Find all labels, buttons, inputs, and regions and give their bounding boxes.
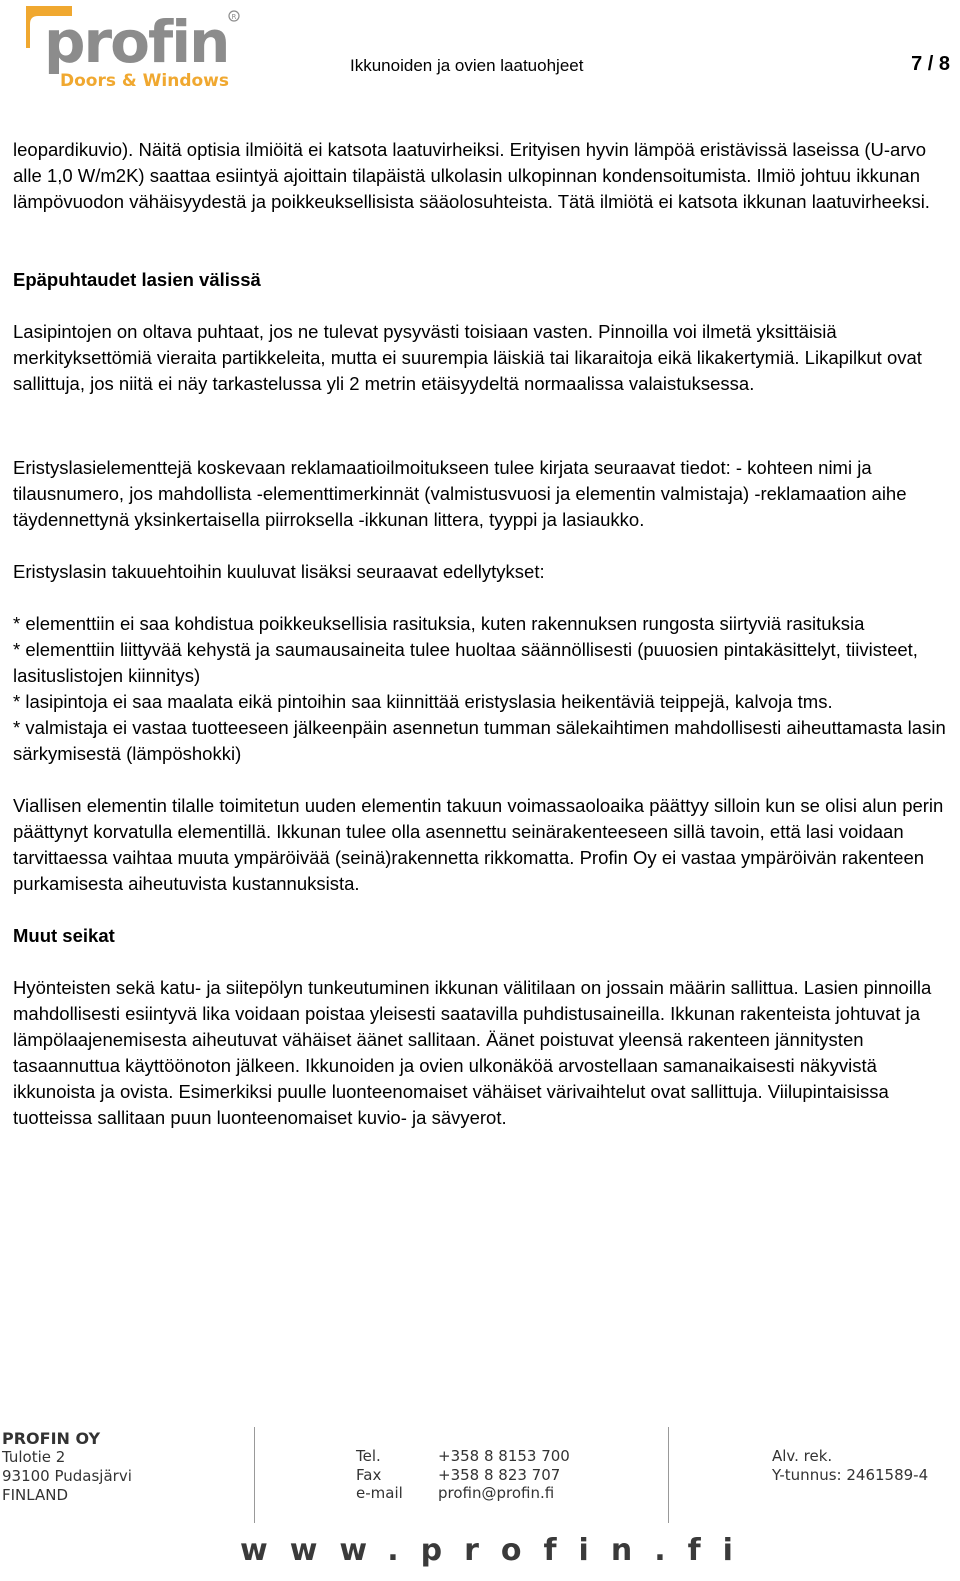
ytunnus-label: Y-tunnus: — [772, 1465, 842, 1484]
bullet-item: * valmistaja ei vastaa tuotteeseen jälkeenpäin asennetun tumman sälekaihtimen mahdollisesti aiheuttamasta lasin särkymisestä (lämpöshokki) — [13, 717, 946, 764]
footer-company-name: PROFIN OY — [2, 1429, 101, 1448]
logo-wordmark: profin — [44, 8, 229, 76]
paragraph-complaint-info: Eristyslasielementtejä koskevaan reklamaatioilmoitukseen tulee kirjata seuraavat tiedot: - kohteen nimi ja tilausnumero, jos mahdollista -elementtimerkinnät (valmistusvuosi ja elementin valmistaja) -reklamaation aihe täydennettynä yksinkertaisella piirroksella -ikkunan littera, tyyppi ja lasiaukko. — [13, 457, 907, 530]
footer-divider — [668, 1427, 669, 1523]
registered-mark: R — [231, 13, 237, 21]
footer-divider — [254, 1427, 255, 1523]
footer-country: FINLAND — [2, 1486, 69, 1504]
tel-value: +358 8 8153 700 — [438, 1447, 570, 1465]
paragraph-optical-phenomena: leopardikuvio). Näitä optisia ilmiöitä ei katsota laatuvirheiksi. Erityisen hyvin lämpöä eristävissä laseissa (U-arvo alle 1,0 W/m2K) saattaa esiintyä ajoittain tilapäistä ulkolasin ulkopinnan kondensoitumista. Ilmiö johtuu ikkunan lämpövuodon vähäisyydestä ja poikkeuksellisista sääolosuhteista. Tätä ilmiötä ei katsota ikkunan laatuvirheeksi. — [13, 139, 930, 212]
page-footer — [0, 1425, 960, 1581]
paragraph-glass-surfaces: Lasipintojen on oltava puhtaat, jos ne tulevat pysyvästi toisiaan vasten. Pinnoilla voi ilmetä yksittäisiä merkityksettömiä vieraita partikkeleita, mutta ei suurempia läiskiä tai likaraitoja eikä likakertymiä. Likapilkut ovat sallittuja, jos niitä ei näy tarkastelussa yli 2 metrin etäisyydeltä normaalissa valaistuksessa. — [13, 321, 922, 394]
paragraph-replacement-warranty: Viallisen elementin tilalle toimitetun uuden elementin takuun voimassaoloaika päättyy silloin kun se olisi alun perin päättynyt korvatulla elementillä. Ikkunan tulee olla asennettu seinärakenteeseen sillä tavoin, että lasi voidaan tarvittaessa vaihtaa muuta ympäröivää (seinä)rakennetta rikkomatta. Profin Oy ei vastaa ympäröivän rakenteen purkamisesta aiheutuvista kustannuksista. — [13, 795, 944, 894]
footer-street: Tulotie 2 — [2, 1448, 66, 1466]
paragraph-other-matters: Hyönteisten sekä katu- ja siitepölyn tunkeutuminen ikkunan välitilaan on jossain määrin sallittua. Lasien pinnoilla mahdollisesti esiintyvä lika voidaan poistaa yleisesti saatavilla puhdistusaineilla. Ikkunan rakenteista johtuvat ja lämpölaajenemisesta aiheutuvat vähäiset äänet sallitaan. Äänet poistuvat yleensä rakenteen jännitysten tasaannuttua käyttöönoton jälkeen. Ikkunoiden ja ovien ulkonäköä arvostellaan samanaikaisesti näkyvistä ikkunoista ja ovista. Esimerkiksi puulle luonteenomaiset vähäiset värivaihtelut ovat sallittuja. Viilupintaisissa tuotteissa sallitaan puun luonteenomaiset kuvio- ja sävyerot. — [13, 977, 932, 1128]
logo-graphic — [22, 4, 242, 94]
footer-contact — [356, 1447, 570, 1503]
paragraph-warranty-intro: Eristyslasin takuuehtoihin kuuluvat lisäksi seuraavat edellytykset: — [13, 561, 545, 582]
section-heading-other: Muut seikat — [13, 925, 115, 946]
email-label: e-mail — [356, 1484, 403, 1502]
email-value[interactable]: profin@profin.fi — [438, 1484, 555, 1502]
profin-logo — [22, 4, 242, 94]
fax-label: Fax — [356, 1465, 382, 1484]
page-number: 7 / 8 — [911, 53, 950, 75]
bullet-item: * lasipintoja ei saa maalata eikä pintoihin saa kiinnittää eristyslasia heikentäviä teippejä, kalvoja tms. — [13, 691, 833, 712]
footer-website[interactable]: www.profin.fi — [240, 1533, 755, 1568]
tel-label: Tel. — [356, 1447, 381, 1465]
footer-address — [2, 1429, 132, 1505]
document-title: Ikkunoiden ja ovien laatuohjeet — [350, 56, 584, 75]
footer-vat — [772, 1447, 928, 1484]
bullet-item: * elementtiin liittyvää kehystä ja saumausaineita tulee huoltaa säännöllisesti (puuosien pintakäsittelyt, tiivisteet, lasituslistojen kiinnitys) — [13, 639, 918, 686]
section-heading-impurities: Epäpuhtaudet lasien välissä — [13, 269, 261, 290]
logo-tagline: Doors & Windows — [60, 71, 229, 91]
footer-city: 93100 Pudasjärvi — [2, 1467, 132, 1485]
ytunnus-value: 2461589-4 — [846, 1465, 929, 1484]
bullet-item: * elementtiin ei saa kohdistua poikkeuksellisia rasituksia, kuten rakennuksen rungosta siirtyviä rasituksia — [13, 613, 865, 634]
vat-label: Alv. rek. — [772, 1447, 833, 1465]
fax-value: +358 8 823 707 — [438, 1465, 561, 1484]
document-body — [13, 137, 948, 1131]
